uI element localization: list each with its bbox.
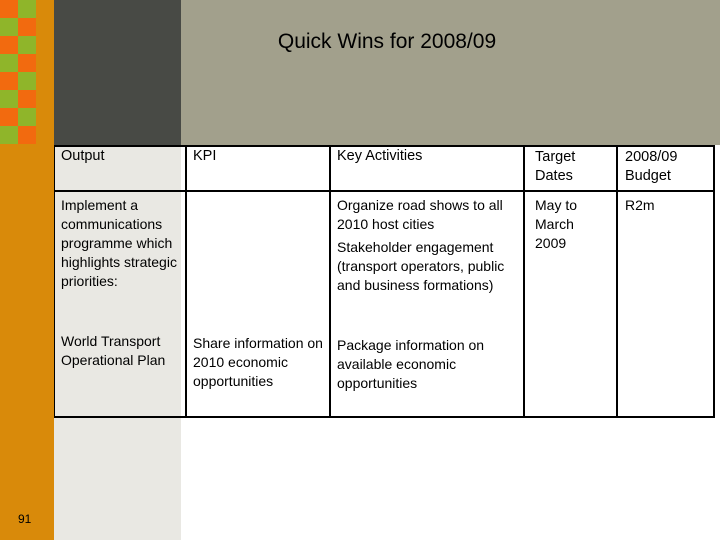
header-target-dates: Target Dates bbox=[535, 149, 576, 184]
header-dark-block bbox=[54, 0, 181, 145]
checker-square bbox=[0, 18, 18, 36]
checker-square bbox=[0, 108, 18, 126]
checker-square bbox=[18, 90, 36, 108]
checker-square bbox=[0, 90, 18, 108]
header-key-activities: Key Activities bbox=[337, 148, 423, 164]
column-divider bbox=[185, 145, 187, 418]
row1-activity-2: Stakeholder engagement (transport operators, public and business formations) bbox=[337, 239, 505, 293]
checker-square bbox=[18, 0, 36, 18]
header-kpi: KPI bbox=[193, 148, 217, 164]
checker-square bbox=[0, 126, 18, 144]
checker-square bbox=[0, 36, 18, 54]
checker-square bbox=[0, 72, 18, 90]
page-number: 91 bbox=[18, 512, 32, 526]
column-divider bbox=[616, 145, 618, 418]
row2-output: World Transport Operational Plan bbox=[61, 333, 166, 368]
table-left-border bbox=[54, 145, 55, 418]
header-grey-block bbox=[181, 0, 720, 145]
row2-kpi: Share information on 2010 economic opportunities bbox=[193, 335, 323, 389]
row1-target-dates: May to March 2009 bbox=[535, 197, 578, 251]
table-right-border bbox=[713, 145, 715, 418]
checker-square bbox=[0, 54, 18, 72]
checker-square bbox=[18, 36, 36, 54]
quick-wins-table bbox=[54, 145, 715, 418]
checker-square bbox=[18, 72, 36, 90]
checker-square bbox=[18, 126, 36, 144]
row2-activity-1: Package information on available economic opportunities bbox=[337, 337, 485, 391]
checker-square bbox=[18, 108, 36, 126]
checker-square bbox=[18, 54, 36, 72]
row1-activity-1: Organize road shows to all 2010 host cities bbox=[337, 197, 503, 232]
column-divider bbox=[523, 145, 525, 418]
header-output: Output bbox=[61, 148, 105, 164]
header-budget: 2008/09 Budget bbox=[625, 149, 678, 184]
checker-pattern bbox=[0, 0, 36, 145]
row1-budget: R2m bbox=[625, 197, 655, 213]
checker-square bbox=[18, 18, 36, 36]
slide-title: Quick Wins for 2008/09 bbox=[277, 30, 497, 53]
checker-square bbox=[0, 0, 18, 18]
column-divider bbox=[329, 145, 331, 418]
row1-output: Implement a communications programme which highlights strategic priorities: bbox=[61, 197, 177, 289]
